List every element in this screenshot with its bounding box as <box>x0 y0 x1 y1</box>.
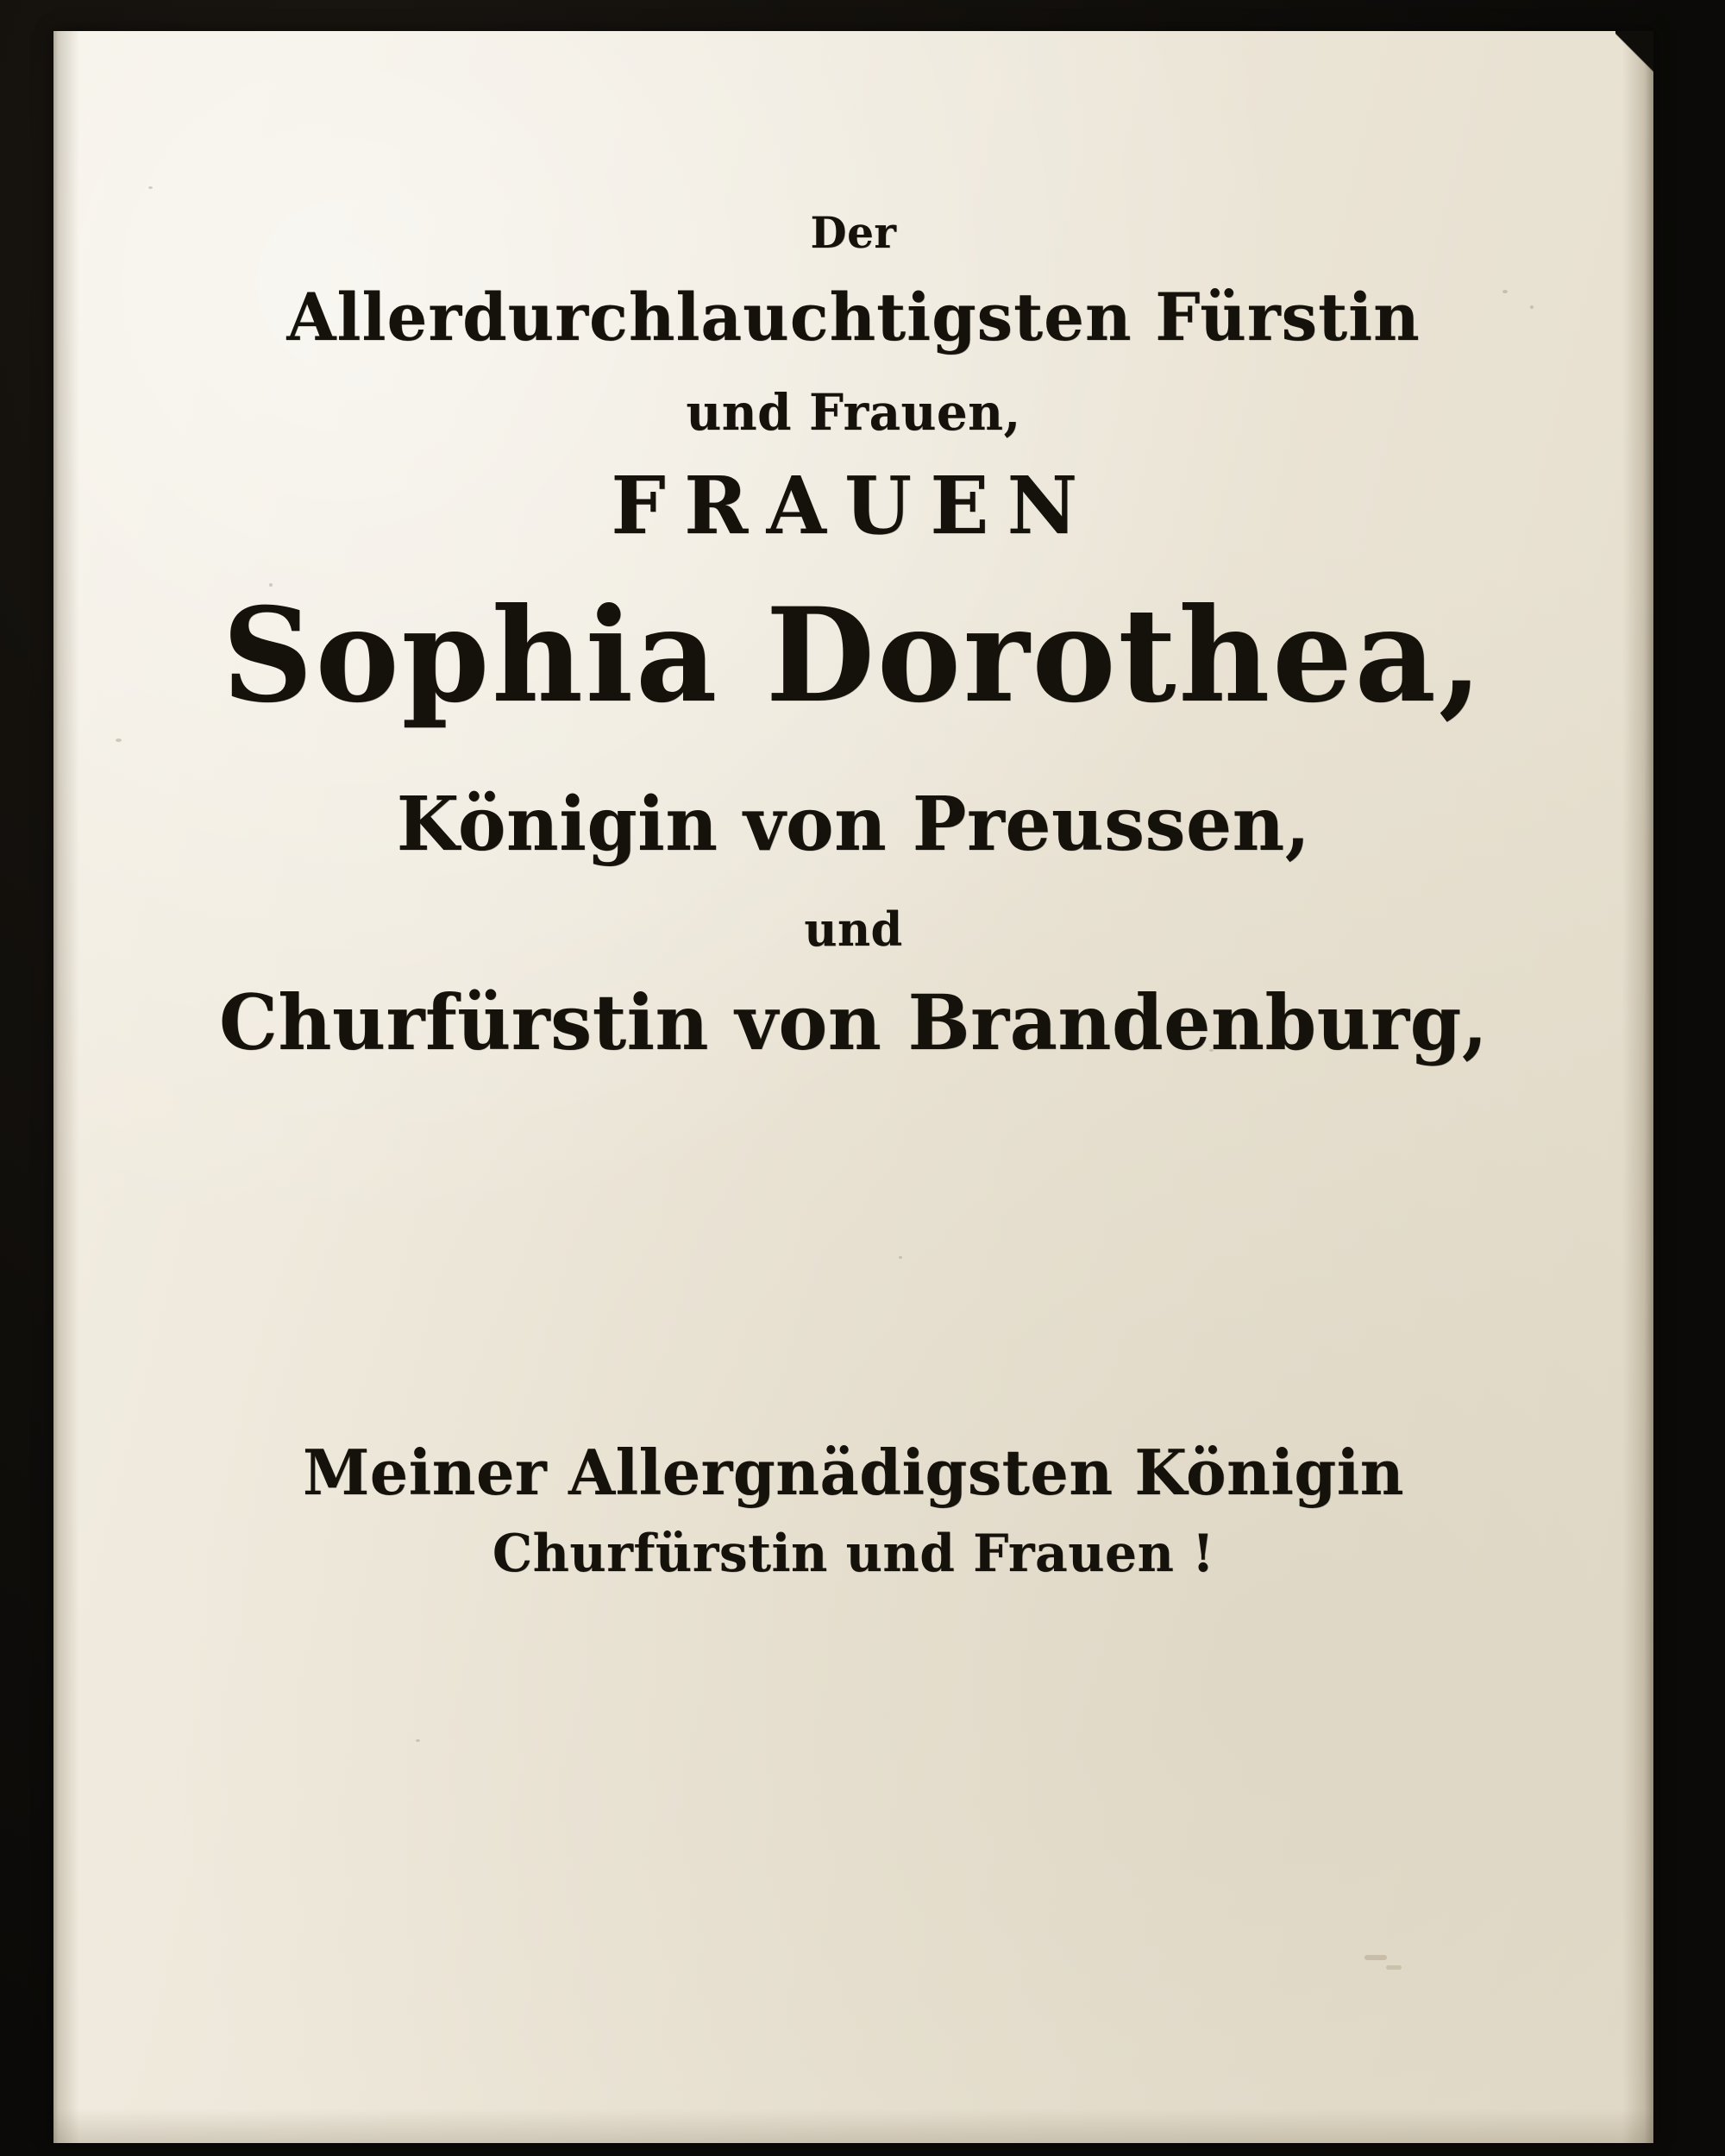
line-dedication-second: Churfürstin und Frauen ! <box>492 1524 1215 1584</box>
line-allerdurchlauchtigsten-fuerstin: Allerdurchlauchtigsten Fürstin <box>286 279 1421 355</box>
line-und-frauen: und Frauen, <box>686 383 1021 442</box>
line-der: Der <box>810 207 897 258</box>
line-und: und <box>804 902 903 957</box>
line-frauen-capitals: FRAUEN <box>611 459 1096 552</box>
line-koenigin-von-preussen: Königin von Preussen, <box>396 781 1311 868</box>
line-dedication-first: Meiner Allergnädigsten Königin <box>302 1436 1404 1509</box>
line-sophia-dorothea: Sophia Dorothea, <box>222 580 1485 732</box>
line-churfuerstin-von-brandenburg: Churfürstin von Brandenburg, <box>218 977 1489 1067</box>
paper-leaf <box>53 31 1653 2143</box>
dedication-text-block <box>53 31 1653 2143</box>
